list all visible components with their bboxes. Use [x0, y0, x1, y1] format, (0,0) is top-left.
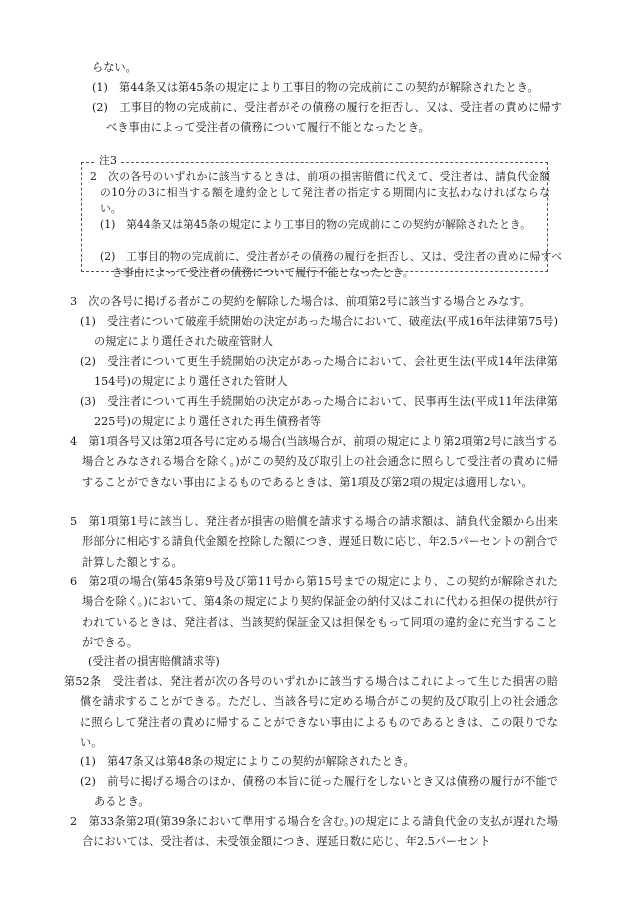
note-item-1: (1) 第44条又は第45条の規定により工事目的物の完成前にこの契約が解除されたとき。 — [100, 218, 532, 231]
article-52-item-1: (1) 第47条又は第48条の規定によりこの契約が解除されたとき。 — [80, 755, 415, 768]
paragraph-6: 6 第2項の場合(第45条第9号及び第11号から第15号までの規定により、この契約が解除された場合を除く。)において、第4条の規定により契約保証金の納付又はこれに代わる担保の提供が行われているときは、発注者は、当該契約保証金又は担保をもって同項の違約金に充当することができる。 — [70, 575, 558, 650]
item-1: (1) 第44条又は第45条の規定により工事目的物の完成前にこの契約が解除されたとき。 — [92, 81, 539, 94]
article-52: 第52条 受注者は、発注者が次の各号のいずれかに該当する場合はこれによって生じた損害の賠償を請求することができる。ただし、当該各号に定める場合がこの契約及び取引上の社会通念に照らして発注者の責めに帰することができない事由によるものであるときは、この限りでない。 — [64, 675, 558, 750]
paragraph-3: 3 次の各号に掲げる者がこの契約を解除した場合は、前項第2号に該当する場合とみなす。 — [70, 295, 531, 308]
paragraph-3-item-1: (1) 受注者について破産手続開始の決定があった場合において、破産法(平成16年法律第75号)の規定により選任された破産管財人 — [80, 315, 558, 349]
item-2: (2) 工事目的物の完成前に、受注者がその債務の履行を拒否し、又は、受注者の責めに帰すべき事由によって受注者の債務について履行不能となったとき。 — [92, 101, 562, 135]
section-heading: (受注者の損害賠償請求等) — [88, 655, 220, 668]
paragraph-5: 5 第1項第1号に該当し、発注者が損害の賠償を請求する場合の請求額は、請負代金額から出来形部分に相応する請負代金額を控除した額につき、遅延日数に応じ、年2.5パーセントの割合で計算した額とする。 — [70, 515, 558, 569]
article-52-paragraph-2: 2 第33条第2項(第39条において準用する場合を含む。)の規定による請負代金の支払が遅れた場合においては、受注者は、未受領金額につき、遅延日数に応じ、年2.5パーセント — [70, 815, 558, 849]
note-item-2: (2) 工事目的物の完成前に、受注者がその債務の履行を拒否し、又は、受注者の責めに帰すべき事由によって受注者の債務について履行不能となったとき。 — [100, 250, 562, 279]
paragraph-3-item-3: (3) 受注者について再生手続開始の決定があった場合において、民事再生法(平成11年法律第225号)の規定により選任された再生債務者等 — [80, 395, 558, 429]
article-52-item-2: (2) 前号に掲げる場合のほか、債務の本旨に従った履行をしないとき又は債務の履行が不能であるとき。 — [80, 775, 558, 809]
note-paragraph: 2 次の各号のいずれかに該当するときは、前項の損害賠償に代えて、受注者は、請負代金額の10分の3に相当する額を違約金として発注者の指定する期間内に支払わなければならない。 — [90, 170, 550, 215]
text-line: らない。 — [92, 61, 137, 74]
paragraph-3-item-2: (2) 受注者について更生手続開始の決定があった場合において、会社更生法(平成14年法律第154号)の規定により選任された管財人 — [80, 355, 558, 389]
note-label: 注3 — [96, 153, 120, 169]
note-box — [81, 162, 562, 279]
paragraph-4: 4 第1項各号又は第2項各号に定める場合(当該場合が、前項の規定により第2項第2号に該当する場合とみなされる場合を除く。)がこの契約及び取引上の社会通念に照らして受注者の責めに帰することができない事由によるものであるときは、第1項及び第2項の規定は適用しない。 — [70, 435, 558, 489]
